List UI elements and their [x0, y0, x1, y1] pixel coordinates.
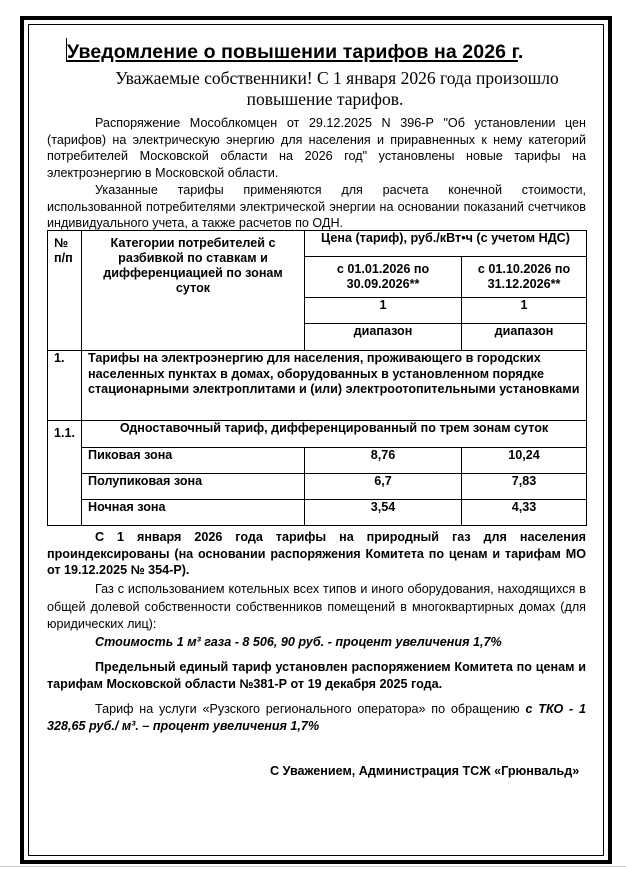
table-header-row	[48, 231, 587, 257]
paragraph-electricity-order: Распоряжение Мособлкомцен от 29.12.2025 N 396-Р "Об установлении цен (тарифов) на электрическую энергию для населения и приравненных к нему категорий потребителей Московской области на 2026 год" установлены новые тарифы на электроэнергию в Московской области.	[47, 116, 586, 180]
zone-price-2: 4,33	[461, 500, 586, 526]
paragraph-gas-indexation: С 1 января 2026 года тарифы на природный газ для населения проиндексированы (на основании распоряжения Комитета по ценам и тарифам МО от 19.12.2025 № 354-Р).	[47, 530, 586, 577]
document-title-text: Уведомление о повышении тарифов на 2026 г	[67, 41, 518, 63]
zone-price-1: 6,7	[305, 474, 462, 500]
waste-tariff-value: с ТКО - 1 328,65 руб./ м³. – процент увеличения 1,7%	[47, 702, 587, 733]
paragraph-unified-tariff: Предельный единый тариф установлен распоряжением Комитета по ценам и тарифам Московской области №381-Р от 19 декабря 2025 года.	[47, 660, 586, 691]
header-range-count-1: 1	[305, 298, 462, 324]
paragraph-gas-cost: Стоимость 1 м³ газа - 8 506, 90 руб. - процент увеличения 1,7%	[95, 635, 502, 649]
tariff-table	[47, 230, 587, 526]
document-title	[66, 38, 586, 64]
waste-tariff-text: Тариф на услуги «Рузского регионального оператора» по обращению	[95, 702, 526, 716]
bottom-divider	[0, 866, 626, 867]
paragraph-gas-boilers: Газ с использованием котельных всех типов и иного оборудования, находящихся в общей долевой собственности собственников помещений в многоквартирных домах (для юридических лиц):	[47, 582, 586, 631]
header-range-label-1: диапазон	[305, 324, 462, 351]
zone-name: Ночная зона	[82, 500, 305, 526]
section-1-1-text: Одноставочный тариф, дифференцированный по трем зонам суток	[82, 421, 587, 448]
header-number: № п/п	[48, 231, 82, 351]
paragraph-waste-tariff	[47, 701, 586, 734]
zone-price-2: 7,83	[461, 474, 586, 500]
header-range-label-2: диапазон	[461, 324, 586, 351]
header-category: Категории потребителей с разбивкой по ставкам и дифференциацией по зонам суток	[82, 231, 305, 351]
header-price: Цена (тариф), руб./кВт•ч (с учетом НДС)	[305, 231, 587, 257]
header-range-count-2: 1	[461, 298, 586, 324]
header-period-1: с 01.01.2026 по 30.09.2026**	[305, 257, 462, 298]
table-section-1	[48, 351, 587, 421]
table-row	[48, 448, 587, 474]
header-period-2: с 01.10.2026 по 31.12.2026**	[461, 257, 586, 298]
section-1-1-number: 1.1.	[48, 421, 82, 526]
table-row	[48, 474, 587, 500]
table-section-1-1	[48, 421, 587, 448]
document-title-suffix: .	[517, 41, 524, 63]
zone-name: Полупиковая зона	[82, 474, 305, 500]
zone-price-1: 8,76	[305, 448, 462, 474]
zone-price-1: 3,54	[305, 500, 462, 526]
zone-name: Пиковая зона	[82, 448, 305, 474]
greeting: Уважаемые собственники! С 1 января 2026 года произошло повышение тарифов.	[115, 68, 559, 109]
section-1-text: Тарифы на электроэнергию для населения, проживающего в городских населенных пунктах в домах, оборудованных в установленном порядке стационарными электроплитами и (или) электроотопительными установками	[82, 351, 587, 421]
table-row	[48, 500, 587, 526]
section-1-number: 1.	[48, 351, 82, 421]
signature: С Уважением, Администрация ТСЖ «Грюнвальд»	[270, 764, 580, 778]
zone-price-2: 10,24	[461, 448, 586, 474]
paragraph-tariff-usage: Указанные тарифы применяются для расчета конечной стоимости, использованной потребителями электрической энергии на основании показаний счетчиков индивидуального учета, а также расчетов по ОДН.	[47, 183, 586, 230]
